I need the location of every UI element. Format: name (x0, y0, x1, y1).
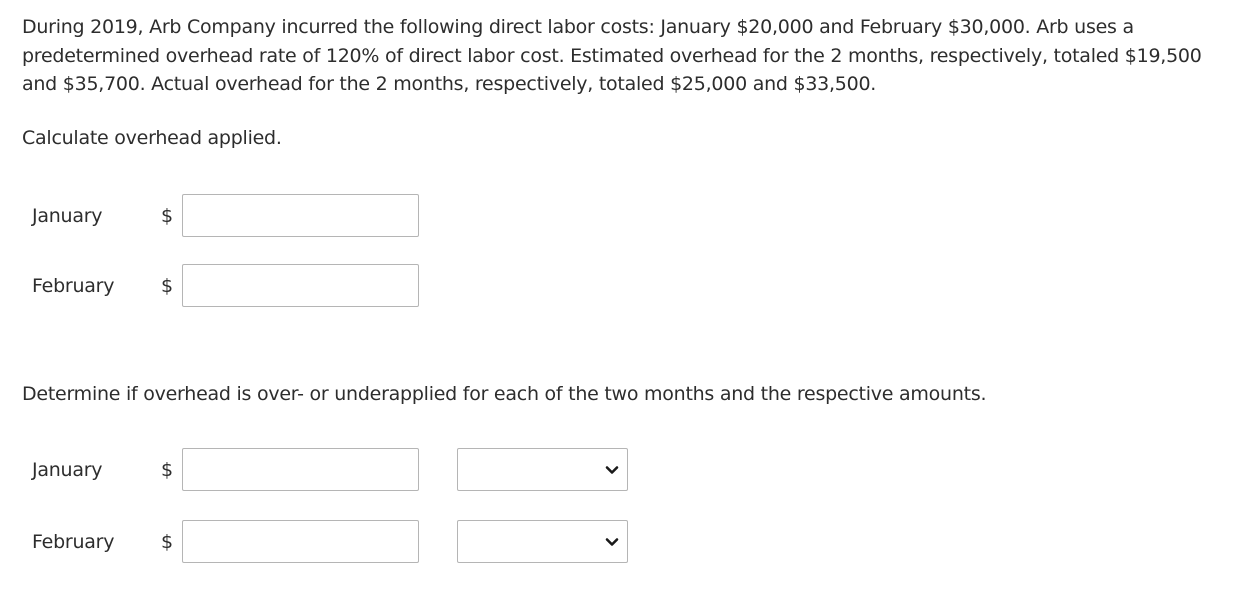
month-label: February (32, 531, 115, 553)
february-applied-overhead-input[interactable] (182, 264, 419, 307)
month-label: February (32, 275, 115, 297)
part1-row-january (0, 194, 700, 238)
currency-symbol: $ (161, 205, 174, 227)
problem-statement: During 2019, Arb Company incurred the following direct labor costs: January $20,000 and February $30,000. Arb uses a predetermined overhead rate of 120% of direct labor cost. Estimated overhead for the 2 months, respectively, totaled $19,500 and $35,700. Actual overhead for the 2 months, respectively, totaled $25,000 and $33,500. (22, 16, 1202, 95)
part2-instruction: Determine if overhead is over- or underapplied for each of the two months and the respective amounts. (22, 383, 987, 405)
january-over-under-select[interactable] (457, 448, 628, 491)
month-label: January (32, 205, 103, 227)
january-over-under-amount-input[interactable] (182, 448, 419, 491)
january-applied-overhead-input[interactable] (182, 194, 419, 237)
currency-symbol: $ (161, 275, 174, 297)
february-over-under-amount-input[interactable] (182, 520, 419, 563)
month-label: January (32, 459, 103, 481)
currency-symbol: $ (161, 531, 174, 553)
part1-row-february (0, 264, 700, 308)
chevron-down-icon (605, 463, 619, 477)
part2-row-january (0, 448, 700, 492)
part1-instruction: Calculate overhead applied. (22, 127, 282, 149)
february-over-under-select[interactable] (457, 520, 628, 563)
currency-symbol: $ (161, 459, 174, 481)
part2-row-february (0, 520, 700, 564)
chevron-down-icon (605, 535, 619, 549)
